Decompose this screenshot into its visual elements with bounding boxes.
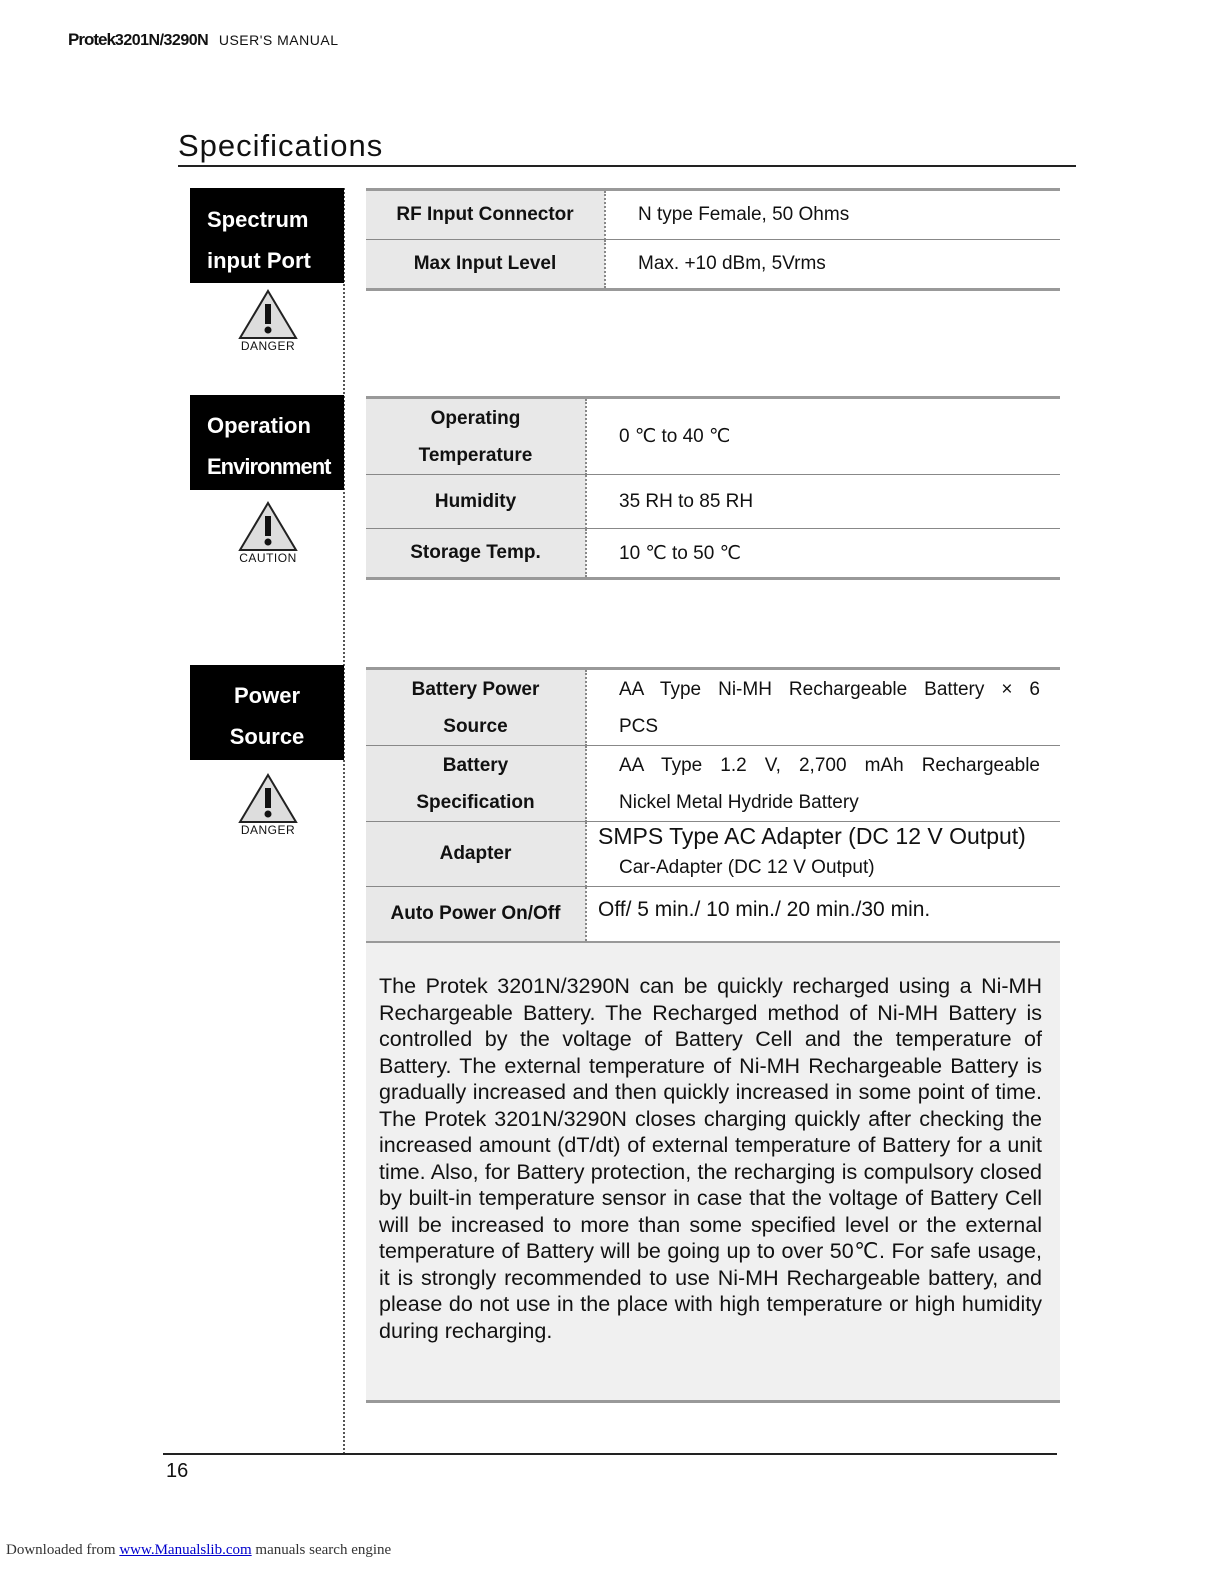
danger-warning <box>236 772 300 837</box>
vertical-dotted-divider <box>343 188 345 1454</box>
spec-value: Off/ 5 min./ 10 min./ 20 min./30 min. <box>598 898 931 921</box>
spec-value: N type Female, 50 Ohms <box>638 204 850 225</box>
section-label-line: Power <box>233 683 301 708</box>
section-label-line: Environment <box>207 454 331 479</box>
spec-key-line: Specification <box>416 791 535 813</box>
section-label-power-source <box>190 665 344 760</box>
spec-value-line: AA Type Ni-MH Rechargeable Battery × 6 <box>619 678 1040 700</box>
spec-key-line: Temperature <box>418 444 533 466</box>
section-label-line: Operation <box>207 413 311 438</box>
spec-key: Max Input Level <box>366 240 605 290</box>
spec-table-power-source <box>366 667 1060 944</box>
page-number: 16 <box>166 1460 189 1482</box>
spec-key: Humidity <box>366 475 586 529</box>
section-label-line: Spectrum <box>207 207 309 232</box>
spec-value-line: SMPS Type AC Adapter (DC 12 V Output) <box>598 823 1026 849</box>
spec-value <box>586 669 1060 746</box>
section-label-operation-environment <box>190 395 344 490</box>
warning-triangle-icon <box>237 500 299 552</box>
spec-key <box>366 398 586 475</box>
spec-key: RF Input Connector <box>366 190 605 240</box>
spec-key: Auto Power On/Off <box>366 887 586 943</box>
warning-text: DANGER <box>240 823 296 837</box>
table-row <box>366 746 1060 822</box>
warning-text: DANGER <box>240 339 296 353</box>
brand-name: Protek <box>68 30 115 49</box>
warning-triangle-icon <box>237 288 299 340</box>
spec-value: 0 ℃ to 40 ℃ <box>619 426 731 447</box>
footer-suffix: manuals search engine <box>255 1542 392 1558</box>
spec-key <box>366 669 586 746</box>
table-row <box>366 669 1060 746</box>
table-row <box>366 887 1060 943</box>
spec-value-line: Nickel Metal Hydride Battery <box>619 791 859 813</box>
table-row <box>366 398 1060 475</box>
table-row <box>366 240 1060 290</box>
warning-triangle-icon <box>237 772 299 824</box>
spec-value: Max. +10 dBm, 5Vrms <box>638 253 826 274</box>
section-label-line: input Port <box>207 248 311 273</box>
footer-prefix: Downloaded from <box>6 1542 116 1558</box>
warning-text: CAUTION <box>239 551 297 565</box>
table-row <box>366 822 1060 887</box>
spec-value <box>586 746 1060 822</box>
page-title: Specifications <box>178 128 384 163</box>
table-row <box>366 190 1060 240</box>
table-row <box>366 475 1060 529</box>
spec-key: Storage Temp. <box>366 529 586 579</box>
manualslib-link[interactable]: www.Manualslib.com <box>119 1542 252 1558</box>
spec-key-line: Operating <box>430 407 521 429</box>
model-number: 3201N/3290N <box>114 32 209 49</box>
spec-key <box>366 746 586 822</box>
table-row <box>366 529 1060 579</box>
spec-value-line: AA Type 1.2 V, 2,700 mAh Rechargeable <box>619 754 1040 776</box>
spec-value-line: Car-Adapter (DC 12 V Output) <box>619 857 875 878</box>
spec-value: 10 ℃ to 50 ℃ <box>619 542 741 564</box>
battery-charging-note: The Protek 3201N/3290N can be quickly recharged using a Ni-MH Rechargeable Battery. The Recharged method of Ni-MH Battery is controlled by the voltage of Battery Cell and the temperature of Battery. The external temperature of Ni-MH Rechargeable Battery is gradually increased and then quickly increased in some point of time. The Protek 3201N/3290N closes charging quickly after checking the increased amount (dT/dt) of external temperature of Battery for a unit time. Also, for Battery protection, the recharging is compulsory closed by built-in temperature sensor in case that the voltage of Battery Cell will be increased to more than some specified level or the external temperature of Battery will be going up to over 50℃. For safe usage, it is strongly recommended to use Ni-MH Rechargeable battery, and please do not use in the place with high temperature or high humidity during recharging. <box>366 943 1060 1403</box>
manual-label: USER'S MANUAL <box>218 32 339 48</box>
spec-value-line: PCS <box>619 715 659 737</box>
danger-warning <box>236 288 300 353</box>
section-label-spectrum-input-port <box>190 188 344 283</box>
section-label-line: Source <box>229 724 305 749</box>
title-rule <box>178 165 1076 167</box>
download-footer <box>6 1542 391 1559</box>
spec-table-operation-environment <box>366 396 1060 580</box>
spec-value <box>586 822 1060 887</box>
spec-table-spectrum-input <box>366 188 1060 291</box>
spec-key-line: Battery <box>442 754 509 776</box>
spec-key-line: Source <box>443 715 508 737</box>
spec-key-line: Battery Power <box>411 678 540 700</box>
running-header <box>68 30 339 50</box>
spec-key: Adapter <box>366 822 586 887</box>
caution-warning <box>236 500 300 565</box>
spec-value: 35 RH to 85 RH <box>619 490 754 512</box>
footer-rule <box>163 1453 1057 1455</box>
